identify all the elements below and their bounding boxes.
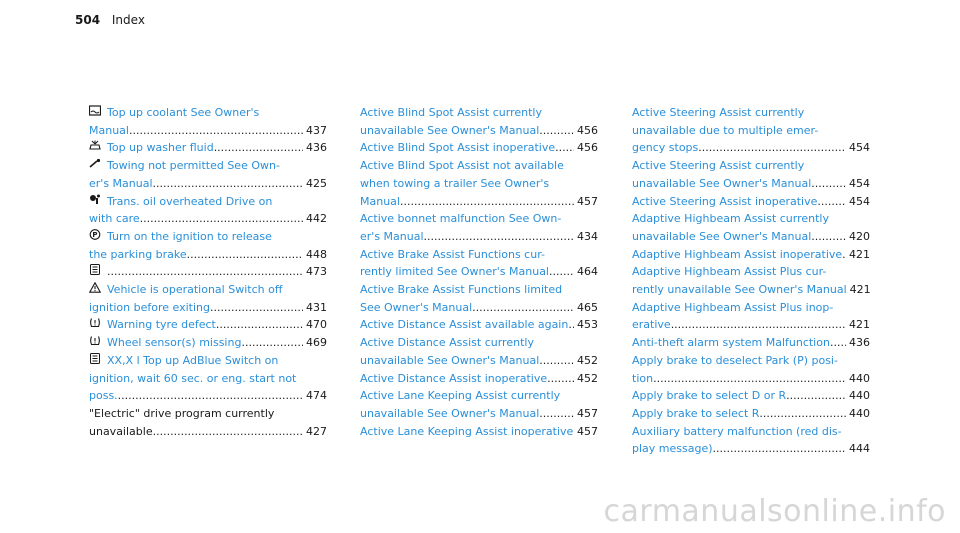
dot-leader [214,139,303,157]
dot-leader [549,263,574,281]
index-entry[interactable] [360,316,598,334]
index-entry[interactable] [360,423,598,441]
index-entry-line [360,210,598,228]
index-entry-line [89,175,327,193]
dot-leader [817,193,846,211]
index-entry-text[interactable]: unavailable See Owner's Manual [632,229,812,243]
dot-leader [210,299,303,317]
page-reference[interactable]: 452 [577,371,598,385]
index-entry-line [89,405,327,423]
page-reference[interactable]: 444 [849,442,870,456]
dot-leader [786,387,846,405]
index-entry[interactable] [89,193,327,228]
index-entry[interactable] [632,263,870,298]
page-reference[interactable]: 452 [577,353,598,367]
index-entry[interactable] [360,157,598,210]
page-reference[interactable]: 454 [849,176,870,190]
index-entry-text[interactable]: Manual [89,123,129,137]
index-entry[interactable] [89,139,327,157]
page-reference[interactable]: 464 [577,265,598,279]
index-entry-line [360,175,598,193]
index-entry-text[interactable]: unavailable due to multiple emer- [632,123,819,137]
index-entry-line [632,370,870,388]
dot-leader [671,316,846,334]
index-entry-text[interactable]: Adaptive Highbeam Assist Plus inop- [632,300,834,314]
index-entry[interactable] [632,334,870,352]
index-entry-line [360,228,598,246]
page-reference[interactable]: 457 [577,424,598,438]
page-reference[interactable]: 465 [577,300,598,314]
index-entry-line [632,157,870,175]
index-entry-text[interactable]: Towing not permitted See Own- [107,159,280,173]
index-entry-text[interactable]: XX,X l Top up AdBlue Switch on [107,353,279,367]
index-entry-line [632,122,870,140]
index-entry[interactable] [632,387,870,405]
index-entry-text[interactable]: rently limited See Owner's Manual [360,265,549,279]
index-entry[interactable] [89,263,327,281]
index-entry-text[interactable]: erative [632,318,671,332]
index-entry-line [89,263,327,281]
section-title: Index [111,13,145,27]
index-entry-text[interactable]: Active Steering Assist inoperative [632,194,818,208]
index-entry[interactable] [632,157,870,192]
index-entry-line [632,263,870,281]
tyre-pressure-icon [89,317,101,328]
dot-leader [153,423,303,441]
index-entry[interactable] [360,139,598,157]
index-entry[interactable] [89,334,327,352]
dot-leader [472,299,574,317]
washer-fluid-icon [89,140,101,151]
index-entry-line [632,334,870,352]
page-reference[interactable]: 454 [849,194,870,208]
index-entry-text[interactable]: Turn on the ignition to release [107,229,272,243]
dot-leader [153,175,303,193]
index-entry-text[interactable]: Active Distance Assist currently [360,336,534,350]
dot-leader [811,175,846,193]
index-entry[interactable] [89,228,327,263]
page-reference[interactable]: 469 [306,336,327,350]
dot-leader [400,193,574,211]
index-entry-text[interactable]: Manual [360,194,400,208]
page-reference[interactable]: 456 [577,123,598,137]
index-entry-line [632,387,870,405]
index-entry-text[interactable]: Apply brake to deselect Park (P) posi- [632,353,838,367]
page-reference[interactable]: 454 [849,141,870,155]
index-entry-text[interactable]: Active Blind Spot Assist currently [360,106,542,119]
index-entry-line [360,246,598,264]
index-entry-line [89,193,327,211]
page-reference[interactable]: 421 [849,318,870,332]
dot-leader [713,440,846,458]
index-entry-line [632,299,870,317]
index-entry-text[interactable]: Trans. oil overheated Drive on [107,194,273,208]
index-entry[interactable] [89,104,327,139]
dot-leader [759,405,846,423]
dot-leader [118,387,303,405]
index-entry-line [89,228,327,246]
dot-leader [539,405,574,423]
watermark: carmanualsonline.info [603,494,946,529]
transmission-temperature-icon [89,194,101,205]
page-reference[interactable]: 440 [849,406,870,420]
index-entry-line [89,370,327,388]
index-entry-line [632,352,870,370]
page-reference[interactable]: 421 [849,283,871,297]
index-entry-line [89,139,327,157]
index-entry-text[interactable]: Active Distance Assist inoperative [360,371,548,385]
index-entry-text[interactable]: "Electric" drive program currently [89,406,275,420]
index-entry-line [89,157,327,175]
page-reference[interactable]: 434 [577,229,598,243]
index-entry-line [89,246,327,264]
index-entry[interactable] [360,104,598,139]
index-entry-text[interactable]: gency stops [632,141,699,155]
page-reference[interactable]: 425 [306,176,327,190]
dot-leader [539,122,574,140]
index-entry-line [632,193,870,211]
index-entry-text[interactable]: ignition, wait 60 sec. or eng. start not [89,371,297,385]
index-entry-line [360,104,598,122]
index-entry[interactable] [360,387,598,422]
index-entry-line [89,316,327,334]
index-entry-text[interactable]: Top up washer fluid [107,141,214,155]
index-entry-text[interactable]: unavailable [89,424,153,438]
index-entry-line [632,405,870,423]
index-entry[interactable] [89,316,327,334]
dot-leader [539,352,574,370]
index-entry-text[interactable]: with care [89,212,140,226]
dot-leader [140,210,303,228]
index-entry-text[interactable]: Adaptive Highbeam Assist Plus cur- [632,265,827,279]
index-entry-text[interactable]: Vehicle is operational Switch off [107,283,283,297]
index-entry-text[interactable]: rently unavailable See Owner's Manual [632,283,847,297]
index-entry-line [89,334,327,352]
index-entry-line [360,370,598,388]
index-entry-line [632,210,870,228]
index-entry[interactable] [632,352,870,387]
page-reference[interactable]: 427 [306,424,327,438]
index-entry-text[interactable]: tion [632,371,654,385]
dot-leader [811,228,846,246]
index-entry-text[interactable]: Warning tyre defect [107,318,216,332]
index-entry-text[interactable]: er's Manual [360,229,424,243]
adblue-icon [89,353,101,364]
index-entry-line [89,352,327,370]
dot-leader [698,139,846,157]
index-entry[interactable] [632,299,870,334]
index-entry-text[interactable]: Active Steering Assist currently [632,106,805,119]
page-reference[interactable]: 436 [849,336,870,350]
index-entry-text[interactable]: Active Blind Spot Assist inoperative [360,141,556,155]
index-entry[interactable] [360,370,598,388]
index-entry-text[interactable]: Adaptive Highbeam Assist inoperative [632,247,843,261]
index-entry-line [360,122,598,140]
page-reference[interactable]: 440 [849,371,870,385]
dot-leader [555,139,574,157]
index-entry-line [89,210,327,228]
index-entry-line [632,316,870,334]
index-entry-text[interactable]: unavailable See Owner's Manual [360,353,540,367]
page-reference[interactable]: 421 [849,247,870,261]
index-entry-text[interactable]: Active Distance Assist available again [360,318,569,332]
index-entry-text[interactable]: the parking brake [89,247,187,261]
towing-icon [89,158,101,169]
index-entry-line [360,405,598,423]
page-reference[interactable]: 442 [306,212,327,226]
index-entry-text[interactable]: when towing a trailer See Owner's [360,176,550,190]
index-entry-text[interactable]: Active Lane Keeping Assist currently [360,389,561,403]
parking-brake-icon [89,229,101,240]
page-reference[interactable]: 436 [306,141,327,155]
index-entry-line [632,104,870,122]
index-entry-text[interactable]: Active Brake Assist Functions cur- [360,247,545,261]
index-entry-line [632,175,870,193]
index-entry[interactable] [89,157,327,192]
dot-leader [216,316,303,334]
index-entry-line [360,423,598,441]
index-entry-line [89,299,327,317]
index-entry-line [360,157,598,175]
index-entry-text[interactable]: Top up coolant See Owner's [107,106,260,119]
page-reference[interactable]: 448 [306,247,327,261]
index-entry-line [360,387,598,405]
svg-text:P: P [92,231,98,240]
dot-leader [424,228,574,246]
index-entry-line [360,316,598,334]
index-entry-text[interactable]: Apply brake to select R [632,406,760,420]
index-entry-text[interactable]: Adaptive Highbeam Assist currently [632,212,829,226]
dot-leader [547,370,574,388]
dot-leader [653,370,846,388]
adblue-icon [89,264,101,275]
page-reference[interactable]: 474 [306,389,327,403]
index-entry-line [632,246,870,264]
index-entry[interactable] [632,104,870,157]
index-entry-line [632,281,870,299]
page-reference[interactable]: 457 [577,194,598,208]
index-entry-text[interactable]: Anti-theft alarm system Malfunction [632,336,830,350]
index-entry-line [632,423,870,441]
dot-leader [107,263,303,281]
index-entry-text[interactable]: poss. [89,389,118,403]
page-reference[interactable]: 470 [306,318,327,332]
index-entry-text[interactable]: unavailable See Owner's Manual [360,123,540,137]
index-entry-text[interactable]: Auxiliary battery malfunction (red dis- [632,424,842,438]
index-entry-line [89,387,327,405]
index-entry-line [632,440,870,458]
dot-leader [830,334,846,352]
index-entry-line [89,281,327,299]
page-reference[interactable]: 457 [577,406,598,420]
index-entry-text[interactable]: unavailable See Owner's Manual [360,406,540,420]
index-entry-text[interactable]: play message) [632,442,713,456]
page-reference[interactable]: 453 [577,318,598,332]
dot-leader [241,334,303,352]
page-reference[interactable]: 431 [306,300,327,314]
index-entry[interactable] [632,405,870,423]
index-entry-line [89,423,327,441]
index-entry[interactable] [360,210,598,245]
tyre-pressure-icon [89,335,101,346]
page-number: 504 [75,13,101,27]
page-reference[interactable]: 473 [306,265,327,279]
index-entry-line [632,139,870,157]
index-column-1 [89,104,327,440]
index-entry[interactable] [89,281,327,316]
index-entry-text[interactable]: unavailable See Owner's Manual [632,176,812,190]
warning-triangle-icon [89,282,101,293]
dot-leader [129,122,303,140]
index-entry-line [360,334,598,352]
index-entry-text[interactable]: Active Steering Assist currently [632,159,805,173]
index-column-3 [632,104,870,458]
index-entry[interactable] [632,246,870,264]
index-entry-line [360,352,598,370]
index-entry-text[interactable]: Active Brake Assist Functions limited [360,283,563,297]
index-entry-line [632,228,870,246]
index-entry[interactable] [89,405,327,440]
index-entry-text[interactable]: Active bonnet malfunction See Own- [360,212,562,226]
index-entry[interactable] [360,334,598,369]
index-entry-text[interactable]: Active Blind Spot Assist not available [360,159,564,173]
index-column-2 [360,104,598,440]
dot-leader [187,246,303,264]
index-entry[interactable] [632,423,870,458]
index-entry-text[interactable]: er's Manual [89,176,153,190]
index-entry-line [360,299,598,317]
index-entry[interactable] [89,352,327,405]
index-entry[interactable] [632,210,870,245]
page-reference[interactable]: 440 [849,389,870,403]
index-entry-text[interactable]: Active Lane Keeping Assist inoperative [360,424,574,438]
coolant-level-icon [89,105,101,116]
index-entry-text[interactable]: Apply brake to select D or R [632,389,787,403]
page-reference[interactable]: 456 [577,141,598,155]
index-entry-line [360,263,598,281]
index-entry[interactable] [632,193,870,211]
index-entry[interactable] [360,246,598,281]
index-entry-line [89,104,327,122]
page-reference[interactable]: 420 [849,229,870,243]
page-header [75,12,145,28]
index-entry-text[interactable]: ignition before exiting [89,300,210,314]
index-entry-line [360,193,598,211]
index-entry-line [360,281,598,299]
page-reference[interactable]: 437 [306,123,327,137]
index-entry-text[interactable]: Wheel sensor(s) missing [107,336,242,350]
index-entry[interactable] [360,281,598,316]
index-entry-line [360,139,598,157]
index-entry-line [89,122,327,140]
index-entry-text[interactable]: See Owner's Manual [360,300,473,314]
